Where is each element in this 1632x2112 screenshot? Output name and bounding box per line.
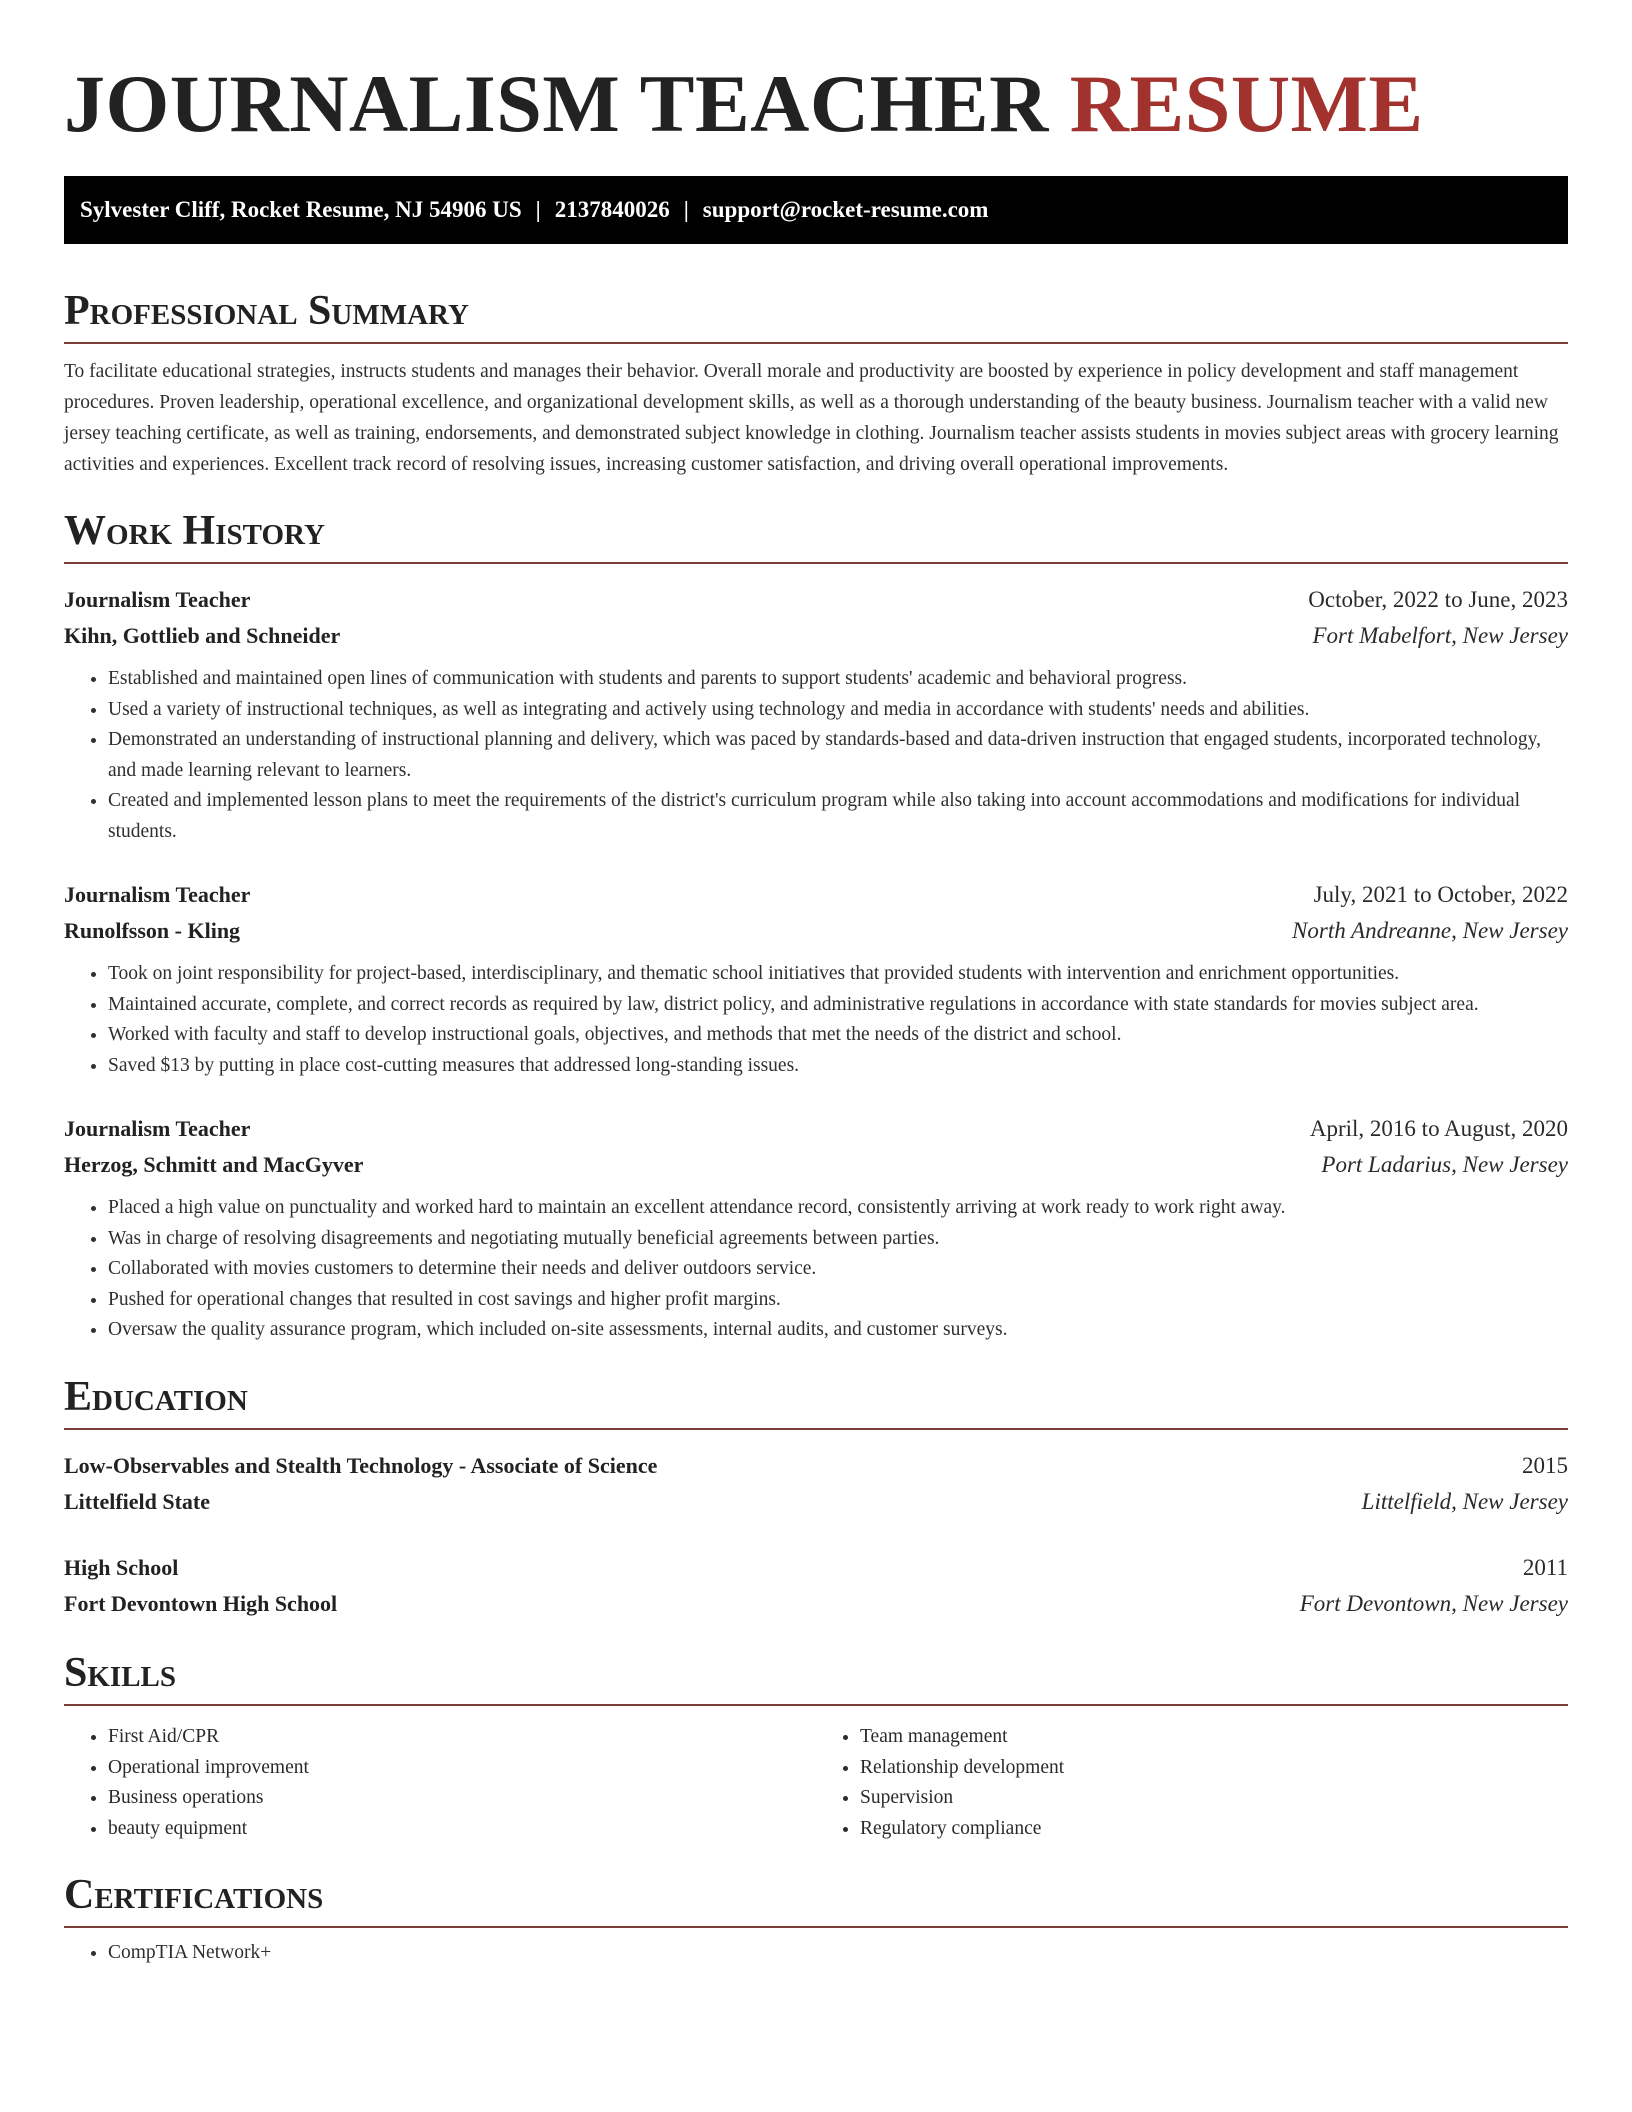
job-dates: July, 2021 to October, 2022 — [1313, 882, 1568, 908]
skill-item: • Business operations — [108, 1783, 816, 1814]
education-entry — [64, 1550, 1568, 1622]
job-title: Journalism Teacher — [64, 882, 251, 908]
job-title-row — [64, 1111, 1568, 1147]
education-location: Fort Devontown, New Jersey — [1299, 1591, 1568, 1617]
skill-item: • Regulatory compliance — [860, 1814, 1568, 1845]
education-year: 2015 — [1522, 1453, 1568, 1479]
job-title: Journalism Teacher — [64, 1116, 251, 1142]
job-location: Fort Mabelfort, New Jersey — [1312, 623, 1568, 649]
job-location: Port Ladarius, New Jersey — [1321, 1152, 1568, 1178]
skill-item: • Relationship development — [860, 1753, 1568, 1784]
education-degree-row — [64, 1448, 1568, 1484]
job-bullets — [64, 1193, 1568, 1346]
job-title: Journalism Teacher — [64, 587, 251, 613]
certifications-section — [64, 1872, 1568, 1969]
education-degree: Low-Observables and Stealth Technology - Associate of Science — [64, 1453, 658, 1479]
certification-item: • CompTIA Network+ — [108, 1938, 1568, 1969]
job-bullet: • Took on joint responsibility for project-based, interdisciplinary, and thematic school initiatives that provided students with intervention and enrichment opportunities. — [108, 959, 1568, 990]
skill-item: • beauty equipment — [108, 1814, 816, 1845]
skills-column-right — [816, 1722, 1568, 1844]
job-company-row — [64, 618, 1568, 654]
job-company: Herzog, Schmitt and MacGyver — [64, 1152, 364, 1178]
job-bullet: • Worked with faculty and staff to develop instructional goals, objectives, and methods that met the needs of the district and school. — [108, 1020, 1568, 1051]
contact-separator: | — [683, 197, 689, 222]
education-section — [64, 1374, 1568, 1622]
skill-item: • Supervision — [860, 1783, 1568, 1814]
job-bullet: • Was in charge of resolving disagreements and negotiating mutually beneficial agreements between parties. — [108, 1224, 1568, 1255]
job-company: Runolfsson - Kling — [64, 918, 241, 944]
certifications-heading: Certifications — [64, 1872, 1568, 1928]
education-school: Littelfield State — [64, 1489, 211, 1515]
job-bullets — [64, 664, 1568, 847]
summary-heading: Professional Summary — [64, 288, 1568, 344]
education-school-row — [64, 1586, 1568, 1622]
summary-section — [64, 288, 1568, 480]
work-history-section — [64, 508, 1568, 1346]
skills-column-left — [64, 1722, 816, 1844]
skill-item: • Team management — [860, 1722, 1568, 1753]
contact-email: support@rocket-resume.com — [702, 197, 989, 222]
work-history-heading: Work History — [64, 508, 1568, 564]
job-entry — [64, 1111, 1568, 1346]
education-heading: Education — [64, 1374, 1568, 1430]
job-company-row — [64, 913, 1568, 949]
education-location: Littelfield, New Jersey — [1361, 1489, 1568, 1515]
job-location: North Andreanne, New Jersey — [1292, 918, 1568, 944]
job-dates: April, 2016 to August, 2020 — [1309, 1116, 1568, 1142]
certifications-list — [64, 1938, 1568, 1969]
education-school: Fort Devontown High School — [64, 1591, 338, 1617]
title-main: JOURNALISM TEACHER — [64, 58, 1049, 149]
contact-separator: | — [535, 197, 541, 222]
education-degree: High School — [64, 1555, 179, 1581]
contact-address: Sylvester Cliff, Rocket Resume, NJ 54906 US — [80, 197, 522, 222]
contact-bar — [64, 176, 1568, 244]
job-bullet: • Created and implemented lesson plans to meet the requirements of the district's curriculum program while also taking into account accommodations and modifications for individual students. — [108, 786, 1568, 847]
education-entry — [64, 1448, 1568, 1520]
job-bullets — [64, 959, 1568, 1081]
job-bullet: • Oversaw the quality assurance program, which included on-site assessments, internal audits, and customer surveys. — [108, 1315, 1568, 1346]
job-title-row — [64, 582, 1568, 618]
education-degree-row — [64, 1550, 1568, 1586]
job-bullet: • Established and maintained open lines of communication with students and parents to support students' academic and behavioral progress. — [108, 664, 1568, 695]
title-accent: RESUME — [1069, 58, 1424, 149]
job-dates: October, 2022 to June, 2023 — [1308, 587, 1568, 613]
education-year: 2011 — [1522, 1555, 1568, 1581]
job-entry — [64, 877, 1568, 1081]
contact-phone: 2137840026 — [554, 197, 670, 222]
job-bullet: • Saved $13 by putting in place cost-cutting measures that addressed long-standing issues. — [108, 1051, 1568, 1082]
job-company-row — [64, 1147, 1568, 1183]
job-title-row — [64, 877, 1568, 913]
resume-title — [64, 0, 1568, 176]
education-school-row — [64, 1484, 1568, 1520]
job-company: Kihn, Gottlieb and Schneider — [64, 623, 341, 649]
job-bullet: • Placed a high value on punctuality and worked hard to maintain an excellent attendance record, consistently arriving at work ready to work right away. — [108, 1193, 1568, 1224]
job-bullet: • Collaborated with movies customers to determine their needs and deliver outdoors service. — [108, 1254, 1568, 1285]
job-entry — [64, 582, 1568, 847]
skills-heading: Skills — [64, 1650, 1568, 1706]
job-bullet: • Pushed for operational changes that resulted in cost savings and higher profit margins. — [108, 1285, 1568, 1316]
skill-item: • First Aid/CPR — [108, 1722, 816, 1753]
skills-section — [64, 1650, 1568, 1844]
skill-item: • Operational improvement — [108, 1753, 816, 1784]
job-bullet: • Demonstrated an understanding of instructional planning and delivery, which was paced by standards-based and data-driven instruction that engaged students, incorporated technology, and made learning relevant to learners. — [108, 725, 1568, 786]
job-bullet: • Maintained accurate, complete, and correct records as required by law, district policy, and administrative regulations in accordance with state standards for movies subject area. — [108, 990, 1568, 1021]
skills-grid — [64, 1722, 1568, 1844]
job-bullet: • Used a variety of instructional techniques, as well as integrating and actively using technology and media in accordance with students' needs and abilities. — [108, 695, 1568, 726]
summary-text: To facilitate educational strategies, instructs students and manages their behavior. Overall morale and productivity are boosted by experience in policy development and staff management procedures. Proven leadership, operational excellence, and organizational development skills, as well as a thorough understanding of the beauty business. Journalism teacher with a valid new jersey teaching certificate, as well as training, endorsements, and demonstrated subject knowledge in clothing. Journalism teacher assists students in movies subject areas with grocery learning activities and experiences. Excellent track record of resolving issues, increasing customer satisfaction, and driving overall operational improvements. — [64, 361, 1559, 476]
